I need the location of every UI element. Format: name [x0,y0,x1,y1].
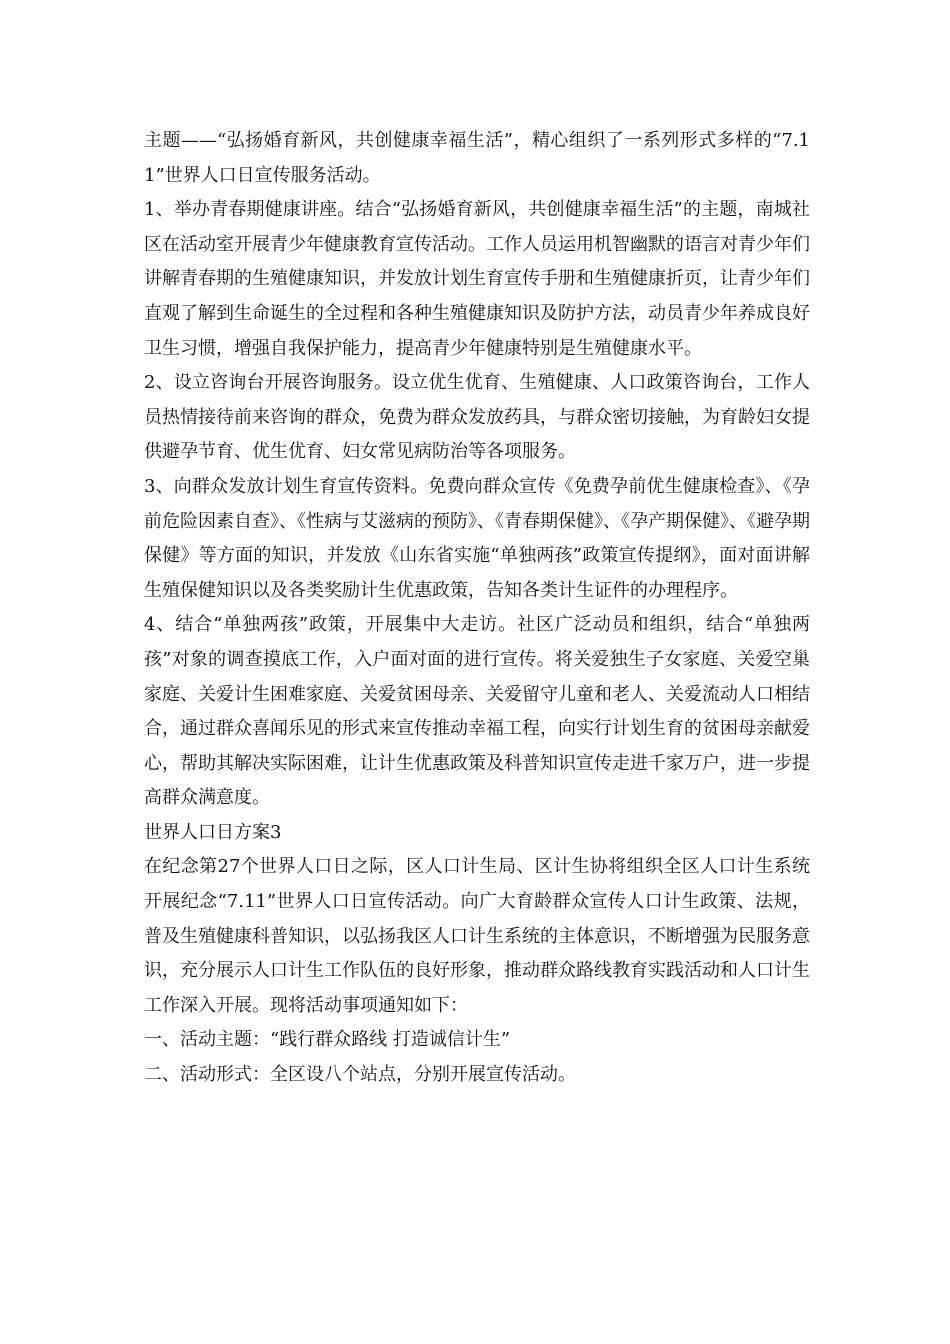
paragraph-item-3: 3、向群众发放计划生育宣传资料。免费向群众宣传《免费孕前优生健康检查》、《孕前危险因素自查》、《性病与艾滋病的预防》、《青春期保健》、《孕产期保健》、《避孕期保健》等方面的知识，并发放《山东省实施“单独两孩”政策宣传提纲》，面对面讲解生殖保健知识以及各类奖励计生优惠政策，告知各类计生证件的办理程序。 [144,475,810,601]
paragraph-item-2: 2、设立咨询台开展咨询服务。设立优生优育、生殖健康、人口政策咨询台，工作人员热情接待前来咨询的群众，免费为群众发放药具，与群众密切接触，为育龄妇女提供避孕节育、优生优育、妇女常见病防治等各项服务。 [144,372,810,463]
paragraph-theme: 一、活动主题：“践行群众路线 打造诚信计生” [144,1029,511,1051]
paragraph-item-1: 1、举办青春期健康讲座。结合“弘扬婚育新风，共创健康幸福生活”的主题，南城社区在活动室开展青少年健康教育宣传活动。工作人员运用机智幽默的语言对青少年们讲解青春期的生殖健康知识，并发放计划生育宣传手册和生殖健康折页，让青少年们直观了解到生命诞生的全过程和各种生殖健康知识及防护方法，动员青少年养成良好卫生习惯，增强自我保护能力，提高青少年健康特别是生殖健康水平。 [144,199,810,359]
paragraph-item-4: 4、结合“单独两孩”政策，开展集中大走访。社区广泛动员和组织，结合“单独两孩”对象的调查摸底工作，入户面对面的进行宣传。将关爱独生子女家庭、关爱空巢家庭、关爱计生困难家庭、关爱贫困母亲、关爱留守儿童和老人、关爱流动人口相结合，通过群众喜闻乐见的形式来宣传推动幸福工程，向实行计划生育的贫困母亲献爱心，帮助其解决实际困难，让计生优惠政策及科普知识宣传走进千家万户，进一步提高群众满意度。 [144,614,810,809]
section-heading: 世界人口日方案3 [144,821,282,843]
paragraph-form: 二、活动形式：全区设八个站点，分别开展宣传活动。 [144,1064,576,1086]
document-page [144,124,810,1093]
paragraph-intro: 主题——“弘扬婚育新风，共创健康幸福生活”，精心组织了一系列形式多样的“7.11”世界人口日宣传服务活动。 [144,130,810,186]
paragraph-notice: 在纪念第27个世界人口日之际，区人口计生局、区计生协将组织全区人口计生系统开展纪念“7.11”世界人口日宣传活动。向广大育龄群众宣传人口计生政策、法规，普及生殖健康科普知识，以弘扬我区人口计生系统的主体意识，不断增强为民服务意识，充分展示人口计生工作队伍的良好形象，推动群众路线教育实践活动和人口计生工作深入开展。现将活动事项通知如下： [144,856,810,1016]
